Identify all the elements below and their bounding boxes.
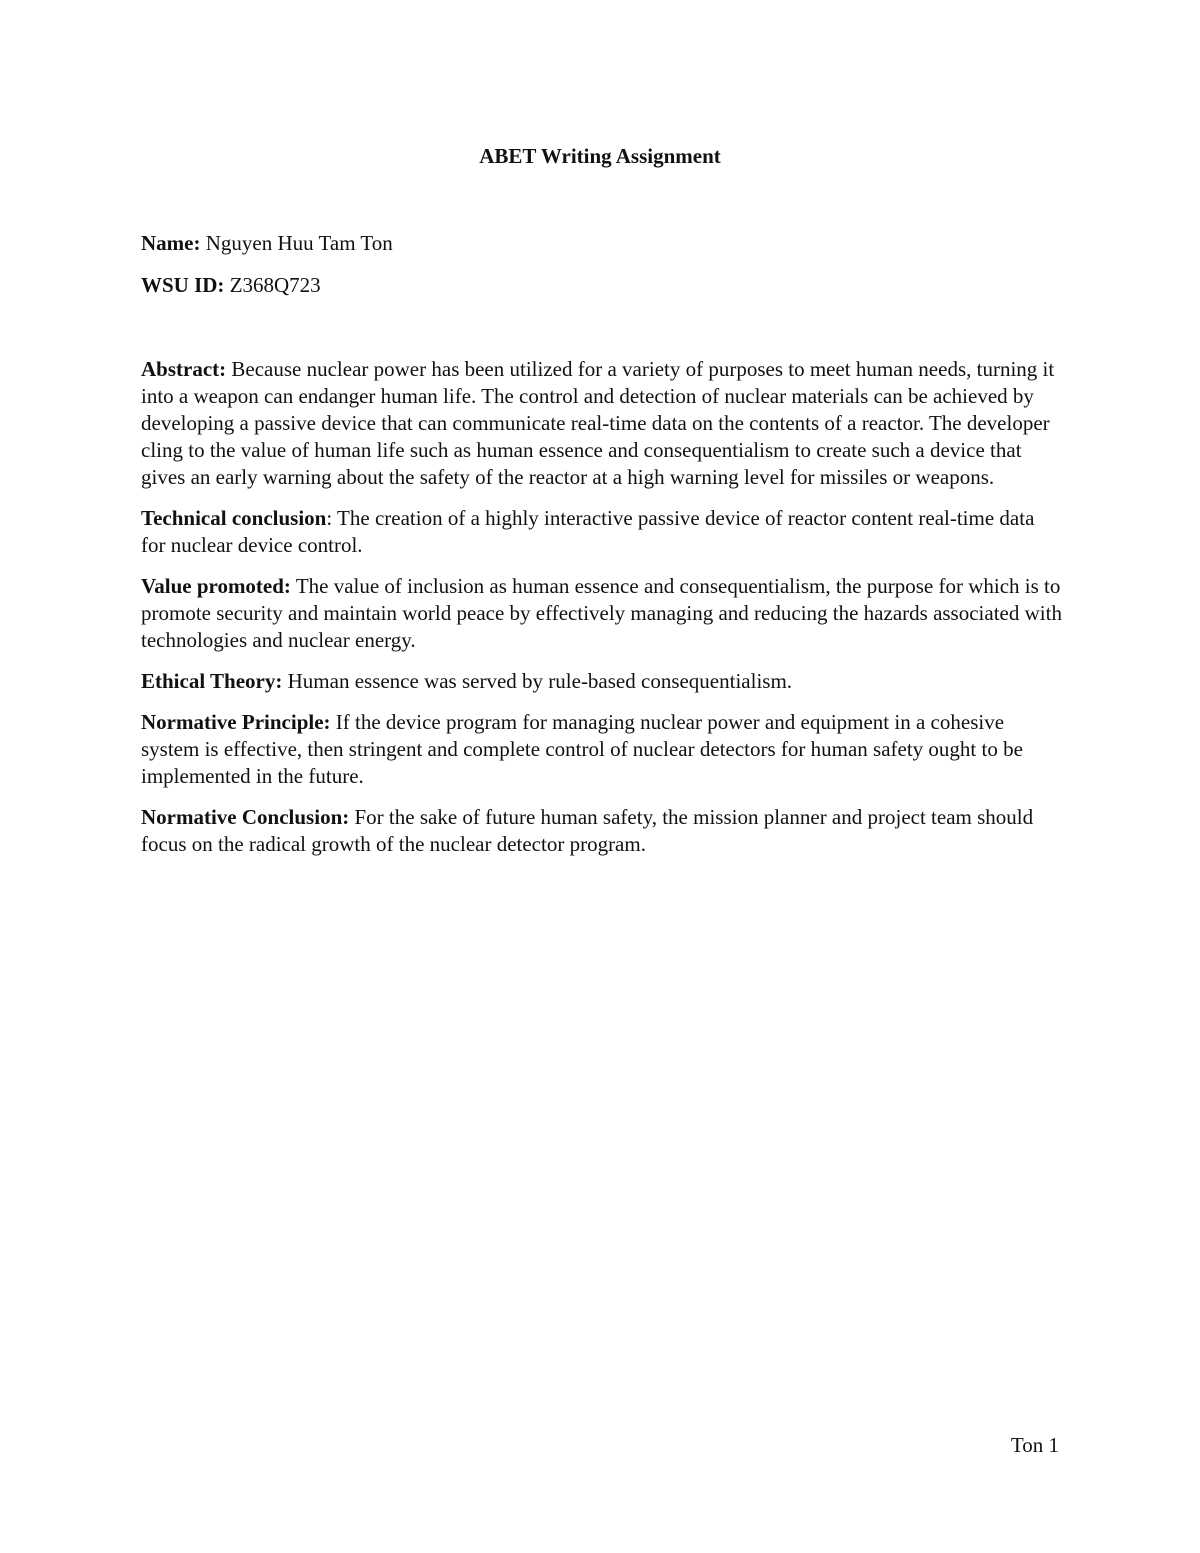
- name-value: Nguyen Huu Tam Ton: [205, 231, 393, 255]
- wsu-id-value: Z368Q723: [229, 273, 321, 297]
- value-promoted-paragraph: [141, 573, 1063, 654]
- name-field: [141, 229, 393, 257]
- ethical-theory-paragraph: [141, 668, 1063, 695]
- normative-principle-label: Normative Principle:: [141, 710, 331, 734]
- ethical-theory-text: Human essence was served by rule-based consequentialism.: [287, 669, 793, 693]
- value-promoted-label: Value promoted:: [141, 574, 291, 598]
- normative-conclusion-label: Normative Conclusion:: [141, 805, 350, 829]
- technical-conclusion-text: : The creation of a highly interactive passive device of reactor content real-time data for nuclear device control.: [141, 506, 1035, 557]
- page-footer: Ton 1: [1010, 1433, 1059, 1457]
- abstract-text: Because nuclear power has been utilized for a variety of purposes to meet human needs, turning it into a weapon can endanger human life. The control and detection of nuclear materials can be achieved by developing a passive device that can communicate real-time data on the contents of a reactor. The developer cling to the value of human life such as human essence and consequentialism to create such a device that gives an early warning about the safety of the reactor at a high warning level for missiles or weapons.: [141, 357, 1055, 489]
- normative-conclusion-text: For the sake of future human safety, the mission planner and project team should focus on the radical growth of the nuclear detector program.: [141, 805, 1034, 856]
- ethical-theory-label: Ethical Theory:: [141, 669, 283, 693]
- technical-conclusion-label: Technical conclusion: [141, 506, 327, 530]
- document-body: [141, 356, 1063, 872]
- wsu-id-label: WSU ID:: [141, 273, 225, 297]
- normative-conclusion-paragraph: [141, 804, 1063, 858]
- wsu-id-field: [141, 271, 321, 299]
- technical-conclusion-paragraph: [141, 505, 1063, 559]
- document-title: ABET Writing Assignment: [479, 144, 721, 168]
- abstract-label: Abstract:: [141, 357, 227, 381]
- value-promoted-text: The value of inclusion as human essence and consequentialism, the purpose for which is to promote security and maintain world peace by effectively managing and reducing the hazards associated with technologies and nuclear energy.: [141, 574, 1062, 652]
- abstract-paragraph: [141, 356, 1063, 491]
- normative-principle-paragraph: [141, 709, 1063, 790]
- normative-principle-text: If the device program for managing nuclear power and equipment in a cohesive system is effective, then stringent and complete control of nuclear detectors for human safety ought to be implemented in the future.: [141, 710, 1023, 788]
- name-label: Name:: [141, 231, 201, 255]
